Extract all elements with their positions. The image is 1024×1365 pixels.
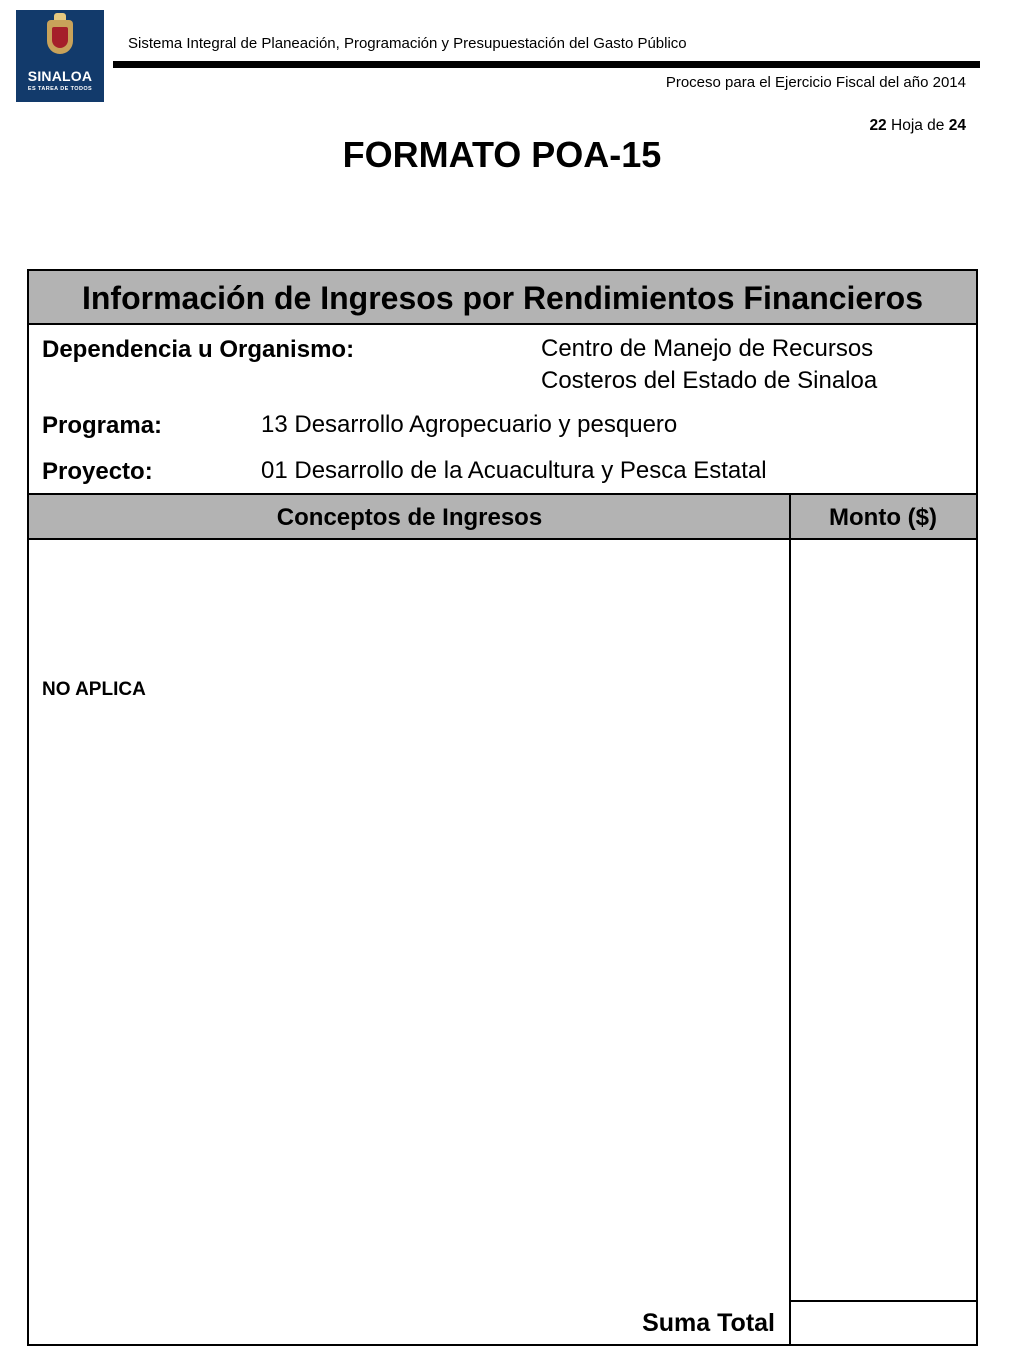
proyecto-value: 01 Desarrollo de la Acuacultura y Pesca Estatal: [261, 457, 767, 484]
page-current: 22: [869, 117, 887, 134]
column-divider: [789, 493, 791, 1346]
no-aplica-note: NO APLICA: [42, 679, 146, 700]
form-title: FORMATO POA-15: [342, 134, 662, 175]
suma-total-label: Suma Total: [642, 1309, 775, 1337]
poa15-form: [27, 269, 978, 1346]
page-of-label: Hoja de: [891, 117, 945, 134]
sinaloa-logo: [16, 10, 104, 102]
header-divider: [113, 61, 980, 68]
logo-name: SINALOA: [27, 68, 93, 84]
table-header: [29, 493, 976, 540]
shield-center: [52, 27, 68, 48]
dependencia-value-line2: Costeros del Estado de Sinaloa: [541, 367, 878, 394]
programa-label: Programa:: [42, 412, 163, 439]
section-title: Información de Ingresos por Rendimientos Financieros: [29, 271, 976, 325]
col-conceptos-header: Conceptos de Ingresos: [276, 504, 543, 531]
logo-tagline: ES TAREA DE TODOS: [27, 86, 93, 92]
fiscal-process: Proceso para el Ejercicio Fiscal del año 2014: [665, 74, 966, 91]
page-indicator: [869, 117, 966, 135]
proyecto-label: Proyecto:: [42, 458, 153, 485]
col-monto-header: Monto ($): [829, 504, 937, 531]
dependencia-label: Dependencia u Organismo:: [42, 336, 355, 363]
system-title: Sistema Integral de Planeación, Programación y Presupuestación del Gasto Público: [128, 35, 687, 52]
dependencia-value-line1: Centro de Manejo de Recursos: [541, 335, 874, 362]
suma-total-value: [791, 1302, 976, 1344]
programa-value: 13 Desarrollo Agropecuario y pesquero: [261, 411, 678, 438]
page-total: 24: [948, 117, 966, 134]
